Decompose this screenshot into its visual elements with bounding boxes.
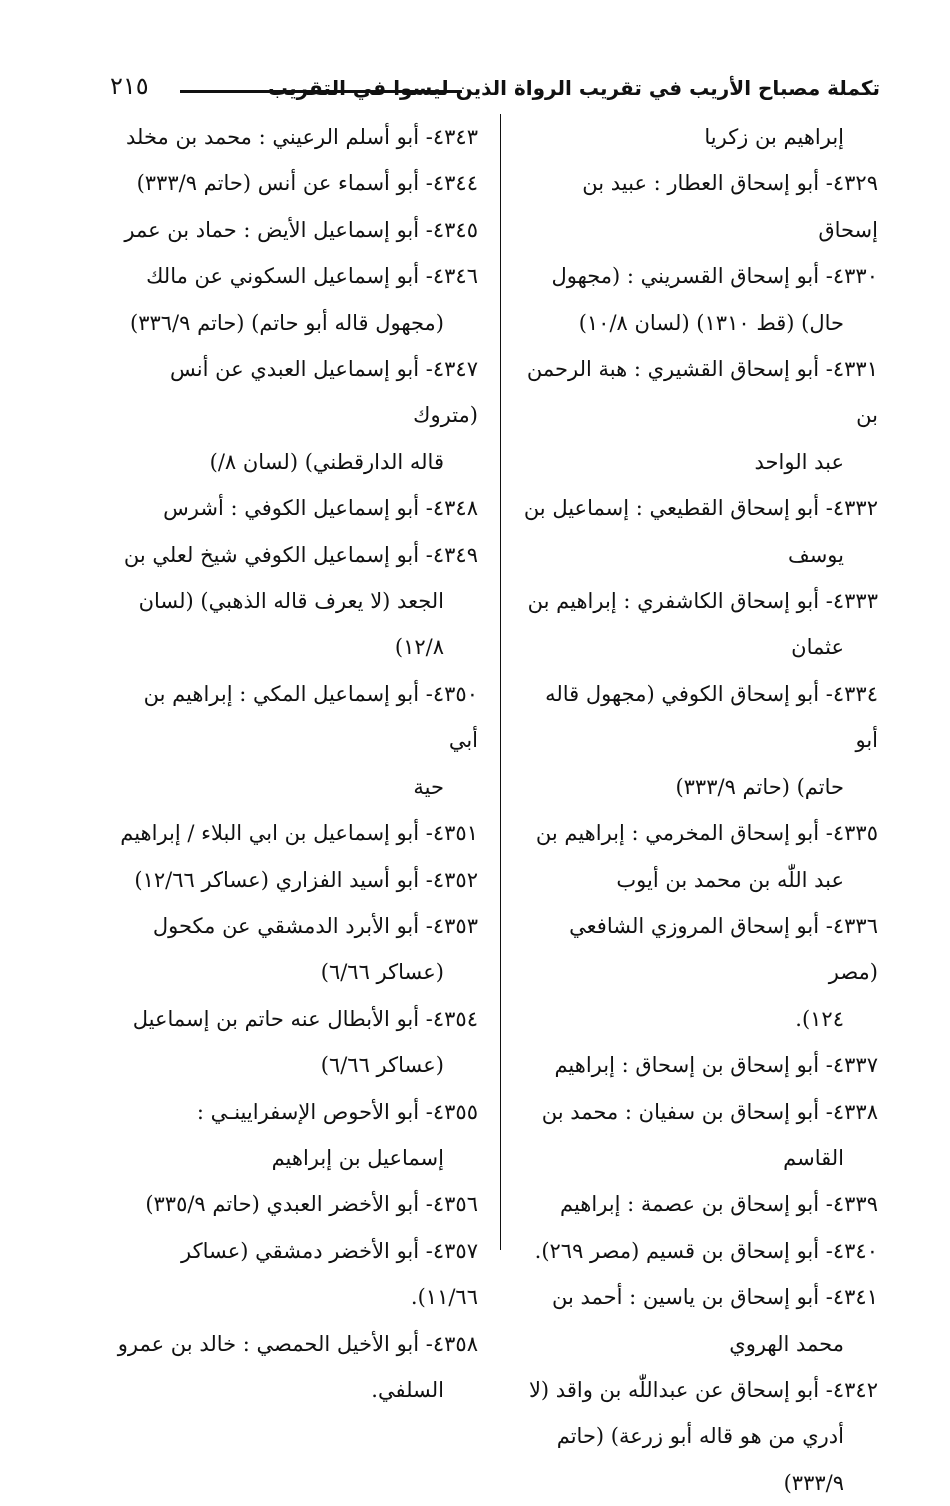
entry-continuation-line: أدري من هو قاله أبو زرعة) (حاتم ٣٣٣/٩): [556, 1424, 844, 1495]
entry-first-line: ٤٣٤٣- أبو أسلم الرعيني : محمد بن مخلد: [125, 125, 478, 149]
entry-first-line: ٤٣٣٤- أبو إسحاق الكوفي (مجهول قاله أبو: [545, 681, 878, 753]
entry-first-line: ٤٣٤١- أبو إسحاق بن ياسين : أحمد بن: [551, 1285, 878, 1310]
entry-continuation-line: الجعد (لا يعرف قاله الذهبي) (لسان: [138, 589, 444, 614]
entry-continuation-line: ١٢٤).: [795, 1006, 844, 1031]
entry-continuation-line: يوسف: [787, 542, 844, 567]
entry: [116, 346, 478, 485]
entry: [518, 1181, 878, 1227]
entry: [116, 1181, 478, 1227]
entry: [518, 903, 878, 1042]
entry-continuation-line: محمد الهروي: [729, 1331, 844, 1356]
entry: [116, 532, 478, 671]
entry-first-line: ٤٣٤٨- أبو إسماعيل الكوفي : أشرس: [163, 496, 478, 521]
entry-first-line: ٤٣٤٢- أبو إسحاق عن عبداللّٰه بن واقد (لا: [528, 1377, 878, 1402]
entry: [518, 1042, 878, 1088]
page-number: ٢١٥: [110, 72, 149, 100]
entry-first-line: ٤٣٤٠- أبو إسحاق بن قسيم (مصر ٢٦٩).: [534, 1238, 878, 1263]
entry-continuation-line: القاسم: [783, 1145, 844, 1170]
entry-continuation-line: عبد اللّٰه بن محمد بن أيوب: [616, 867, 844, 892]
running-title: تكملة مصباح الأريب في تقريب الرواة الذين ليسوا في التقريب: [267, 76, 880, 100]
entry-continuation-line: حال) (قط ١٣١٠) (لسان ١٠/٨): [578, 310, 844, 335]
entry-continuation-line: إسماعيل بن إبراهيم: [271, 1145, 444, 1170]
entry: [116, 114, 478, 160]
entry: [116, 903, 478, 996]
entry: [116, 1089, 478, 1182]
entry: [116, 253, 478, 346]
right-column: [518, 114, 878, 1506]
entry: [518, 160, 878, 253]
entry-continuation-line: حية: [413, 774, 444, 799]
entry-continuation-line: عثمان: [791, 635, 844, 660]
entry-first-line: ٤٣٥٣- أبو الأبرد الدمشقي عن مكحول: [152, 913, 478, 938]
entry-first-line: ٤٣٣٧- أبو إسحاق بن إسحاق : إبراهيم: [554, 1053, 878, 1078]
entry-continuation-line: قاله الدارقطني) (لسان ٨/): [209, 449, 444, 474]
entry-first-line: ٤٣٣٣- أبو إسحاق الكاشفري : إبراهيم بن: [527, 589, 878, 614]
entry-first-line: ٤٣٥١- أبو إسماعيل بن ابي البلاء / إبراهيم: [120, 821, 478, 846]
entry-first-line: ٤٣٣٠- أبو إسحاق القسريني : (مجهول: [551, 264, 878, 289]
continuation-line: إبراهيم بن زكريا: [704, 125, 844, 149]
entry: [518, 485, 878, 578]
entry-first-line: ٤٣٣١- أبو إسحاق القشيري : هبة الرحمن بن: [526, 357, 878, 428]
entry-first-line: ٤٣٥٧- أبو الأخضر دمشقي (عساكر ١١/٦٦).: [181, 1238, 478, 1310]
entry: [116, 996, 478, 1089]
entry: [116, 810, 478, 856]
left-column: [116, 114, 478, 1413]
entry: [518, 346, 878, 485]
entry-continuation-line: ١٢/٨): [394, 635, 444, 660]
entry-first-line: ٤٣٤٧- أبو إسماعيل العبدي عن أنس (متروك: [170, 357, 478, 428]
entry-first-line: ٤٣٣٢- أبو إسحاق القطيعي : إسماعيل بن: [523, 496, 878, 521]
header-rule: [180, 90, 462, 93]
entry-first-line: ٤٣٣٨- أبو إسحاق بن سفيان : محمد بن: [541, 1099, 878, 1124]
entry-continuation-line: عبد الواحد: [754, 449, 844, 474]
entry: [116, 485, 478, 531]
entry-continuation-line: حاتم) (حاتم ٣٣٣/٩): [675, 774, 844, 799]
entry: [518, 1367, 878, 1506]
entry-first-line: ٤٣٣٩- أبو إسحاق بن عصمة : إبراهيم: [559, 1192, 878, 1217]
entry-first-line: ٤٣٥٢- أبو أسيد الفزاري (عساكر ١٢/٦٦): [134, 867, 478, 892]
column-divider: [500, 114, 501, 1250]
entry: [116, 1321, 478, 1414]
entry-first-line: ٤٣٥٥- أبو الأحوص الإسفرايينـي :: [196, 1099, 478, 1124]
entry: [518, 1228, 878, 1274]
entry-first-line: ٤٣٣٦- أبو إسحاق المروزي الشافعي (مصر: [569, 913, 878, 985]
entry-continuation-line: السلفي.: [371, 1377, 444, 1402]
entry: [518, 578, 878, 671]
entry-first-line: ٤٣٢٩- أبو إسحاق العطار : عبيد بن إسحاق: [582, 171, 878, 242]
entry: [116, 1228, 478, 1321]
entry-first-line: ٤٣٤٦- أبو إسماعيل السكوني عن مالك: [146, 264, 478, 289]
entry: [116, 857, 478, 903]
entry-continuation-line: (عساكر ٦/٦٦): [320, 1053, 444, 1078]
entry: [116, 160, 478, 206]
entry: [518, 1089, 878, 1182]
entry: [518, 671, 878, 810]
entry-first-line: ٤٣٥٨- أبو الأخيل الحمصي : خالد بن عمرو: [117, 1331, 478, 1356]
entry-first-line: ٤٣٤٩- أبو إسماعيل الكوفي شيخ لعلي بن: [123, 542, 478, 567]
entry-first-line: ٤٣٣٥- أبو إسحاق المخرمي : إبراهيم بن: [535, 821, 878, 846]
entry-first-line: ٤٣٥٠- أبو إسماعيل المكي : إبراهيم بن أبي: [143, 681, 478, 753]
entry-first-line: ٤٣٥٦- أبو الأخضر العبدي (حاتم ٣٣٥/٩): [145, 1192, 478, 1217]
page-header: [100, 68, 880, 112]
entry: [518, 253, 878, 346]
entry-first-line: ٤٣٤٥- أبو إسماعيل الأيض : حماد بن عمر: [124, 217, 478, 242]
entry: [116, 671, 478, 810]
entry-first-line: ٤٣٥٤- أبو الأبطال عنه حاتم بن إسماعيل: [132, 1006, 478, 1031]
entry: [518, 1274, 878, 1367]
entry-continuation-line: (عساكر ٦/٦٦): [320, 960, 444, 985]
entry-continuation-line: (مجهول قاله أبو حاتم) (حاتم ٣٣٦/٩): [130, 310, 444, 335]
entry: [116, 207, 478, 253]
entry: [518, 810, 878, 903]
entry-first-line: ٤٣٤٤- أبو أسماء عن أنس (حاتم ٣٣٣/٩): [136, 171, 478, 196]
